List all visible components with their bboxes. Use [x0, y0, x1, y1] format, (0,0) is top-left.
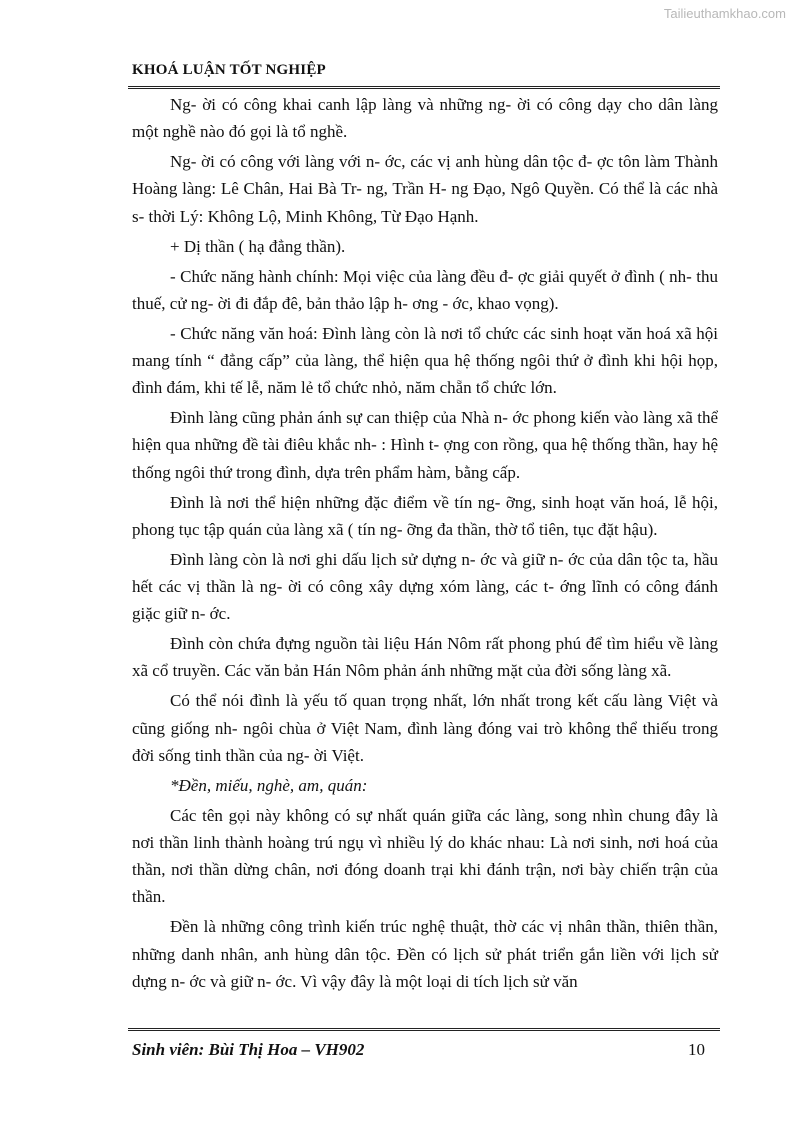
paragraph: Các tên gọi này không có sự nhất quán giữa các làng, song nhìn chung đây là nơi thần linh thành hoàng trú ngụ vì nhiều lý do khác nhau: Là nơi sinh, nơi hoá của thần, nơi thần dừng chân, nơi đóng doanh trại khi đánh trận, nơi bày chiến trận của thần. [132, 805, 718, 907]
paragraph: Đền là những công trình kiến trúc nghệ thuật, thờ các vị nhân thần, thiên thần, những danh nhân, anh hùng dân tộc. Đền có lịch sử phát triển gắn liền với lịch sử dựng n- ớc và giữ n- ớc. Vì vậy đây là một loại di tích lịch sử văn [132, 917, 718, 991]
paragraph: Ng- ời có công khai canh lập làng và những ng- ời có công dạy cho dân làng một nghề nào đó gọi là tổ nghề. [132, 95, 718, 142]
page-header-title: KHOÁ LUẬN TỐT NGHIỆP [132, 62, 326, 78]
document-body [132, 91, 718, 998]
paragraph: Ng- ời có công với làng với n- ớc, các vị anh hùng dân tộc đ- ợc tôn làm Thành Hoàng làng: Lê Chân, Hai Bà Tr- ng, Trần H- ng Đạo, Ngô Quyền. Có thể là các nhà s- thời Lý: Không Lộ, Minh Không, Từ Đạo Hạnh. [132, 152, 718, 226]
header-divider [128, 86, 720, 89]
footer-divider [128, 1028, 720, 1031]
paragraph: Đình làng cũng phản ánh sự can thiệp của Nhà n- ớc phong kiến vào làng xã thể hiện qua những đề tài điêu khắc nh- : Hình t- ợng con rồng, qua hệ thống thần, hay hệ thống ngôi thứ trong đình, dựa trên phẩm hàm, bằng cấp. [132, 408, 718, 482]
paragraph: - Chức năng văn hoá: Đình làng còn là nơi tổ chức các sinh hoạt văn hoá xã hội mang tính “ đẳng cấp” của làng, thể hiện qua hệ thống ngôi thứ ở đình khi hội họp, đình đám, khi tế lễ, năm lẻ tổ chức nhỏ, năm chẵn tổ chức lớn. [132, 323, 718, 398]
paragraph: Đình còn chứa đựng nguồn tài liệu Hán Nôm rất phong phú để tìm hiểu về làng xã cổ truyền. Các văn bản Hán Nôm phản ánh những mặt của đời sống làng xã. [132, 634, 718, 681]
paragraph: Đình làng còn là nơi ghi dấu lịch sử dựng n- ớc và giữ n- ớc của dân tộc ta, hầu hết các vị thần là ng- ời có công xây dựng xóm làng, các t- ớng lĩnh có công đánh giặc giữ n- ớc. [132, 549, 718, 624]
section-heading: *Đền, miếu, nghè, am, quán: [170, 775, 368, 795]
paragraph: Đình là nơi thể hiện những đặc điểm về tín ng- ỡng, sinh hoạt văn hoá, lễ hội, phong tục tập quán của làng xã ( tín ng- ỡng đa thần, thờ tổ tiên, tục đặt hậu). [132, 492, 718, 539]
paragraph: + Dị thần ( hạ đẳng thần). [170, 236, 346, 256]
watermark: Tailieuthamkhao.com [663, 6, 786, 21]
paragraph: Có thể nói đình là yếu tố quan trọng nhất, lớn nhất trong kết cấu làng Việt và cũng giống nh- ngôi chùa ở Việt Nam, đình làng đóng vai trò không thể thiếu trong đời sống tinh thần của ng- ời Việt. [132, 691, 718, 765]
footer-author: Sinh viên: Bùi Thị Hoa – VH902 [132, 1040, 365, 1059]
page-number: 10 [688, 1040, 705, 1059]
paragraph: - Chức năng hành chính: Mọi việc của làng đều đ- ợc giải quyết ở đình ( nh- thu thuế, cử ng- ời đi đắp đê, bản thảo lập h- ơng - ớc, khao vọng). [132, 266, 718, 313]
